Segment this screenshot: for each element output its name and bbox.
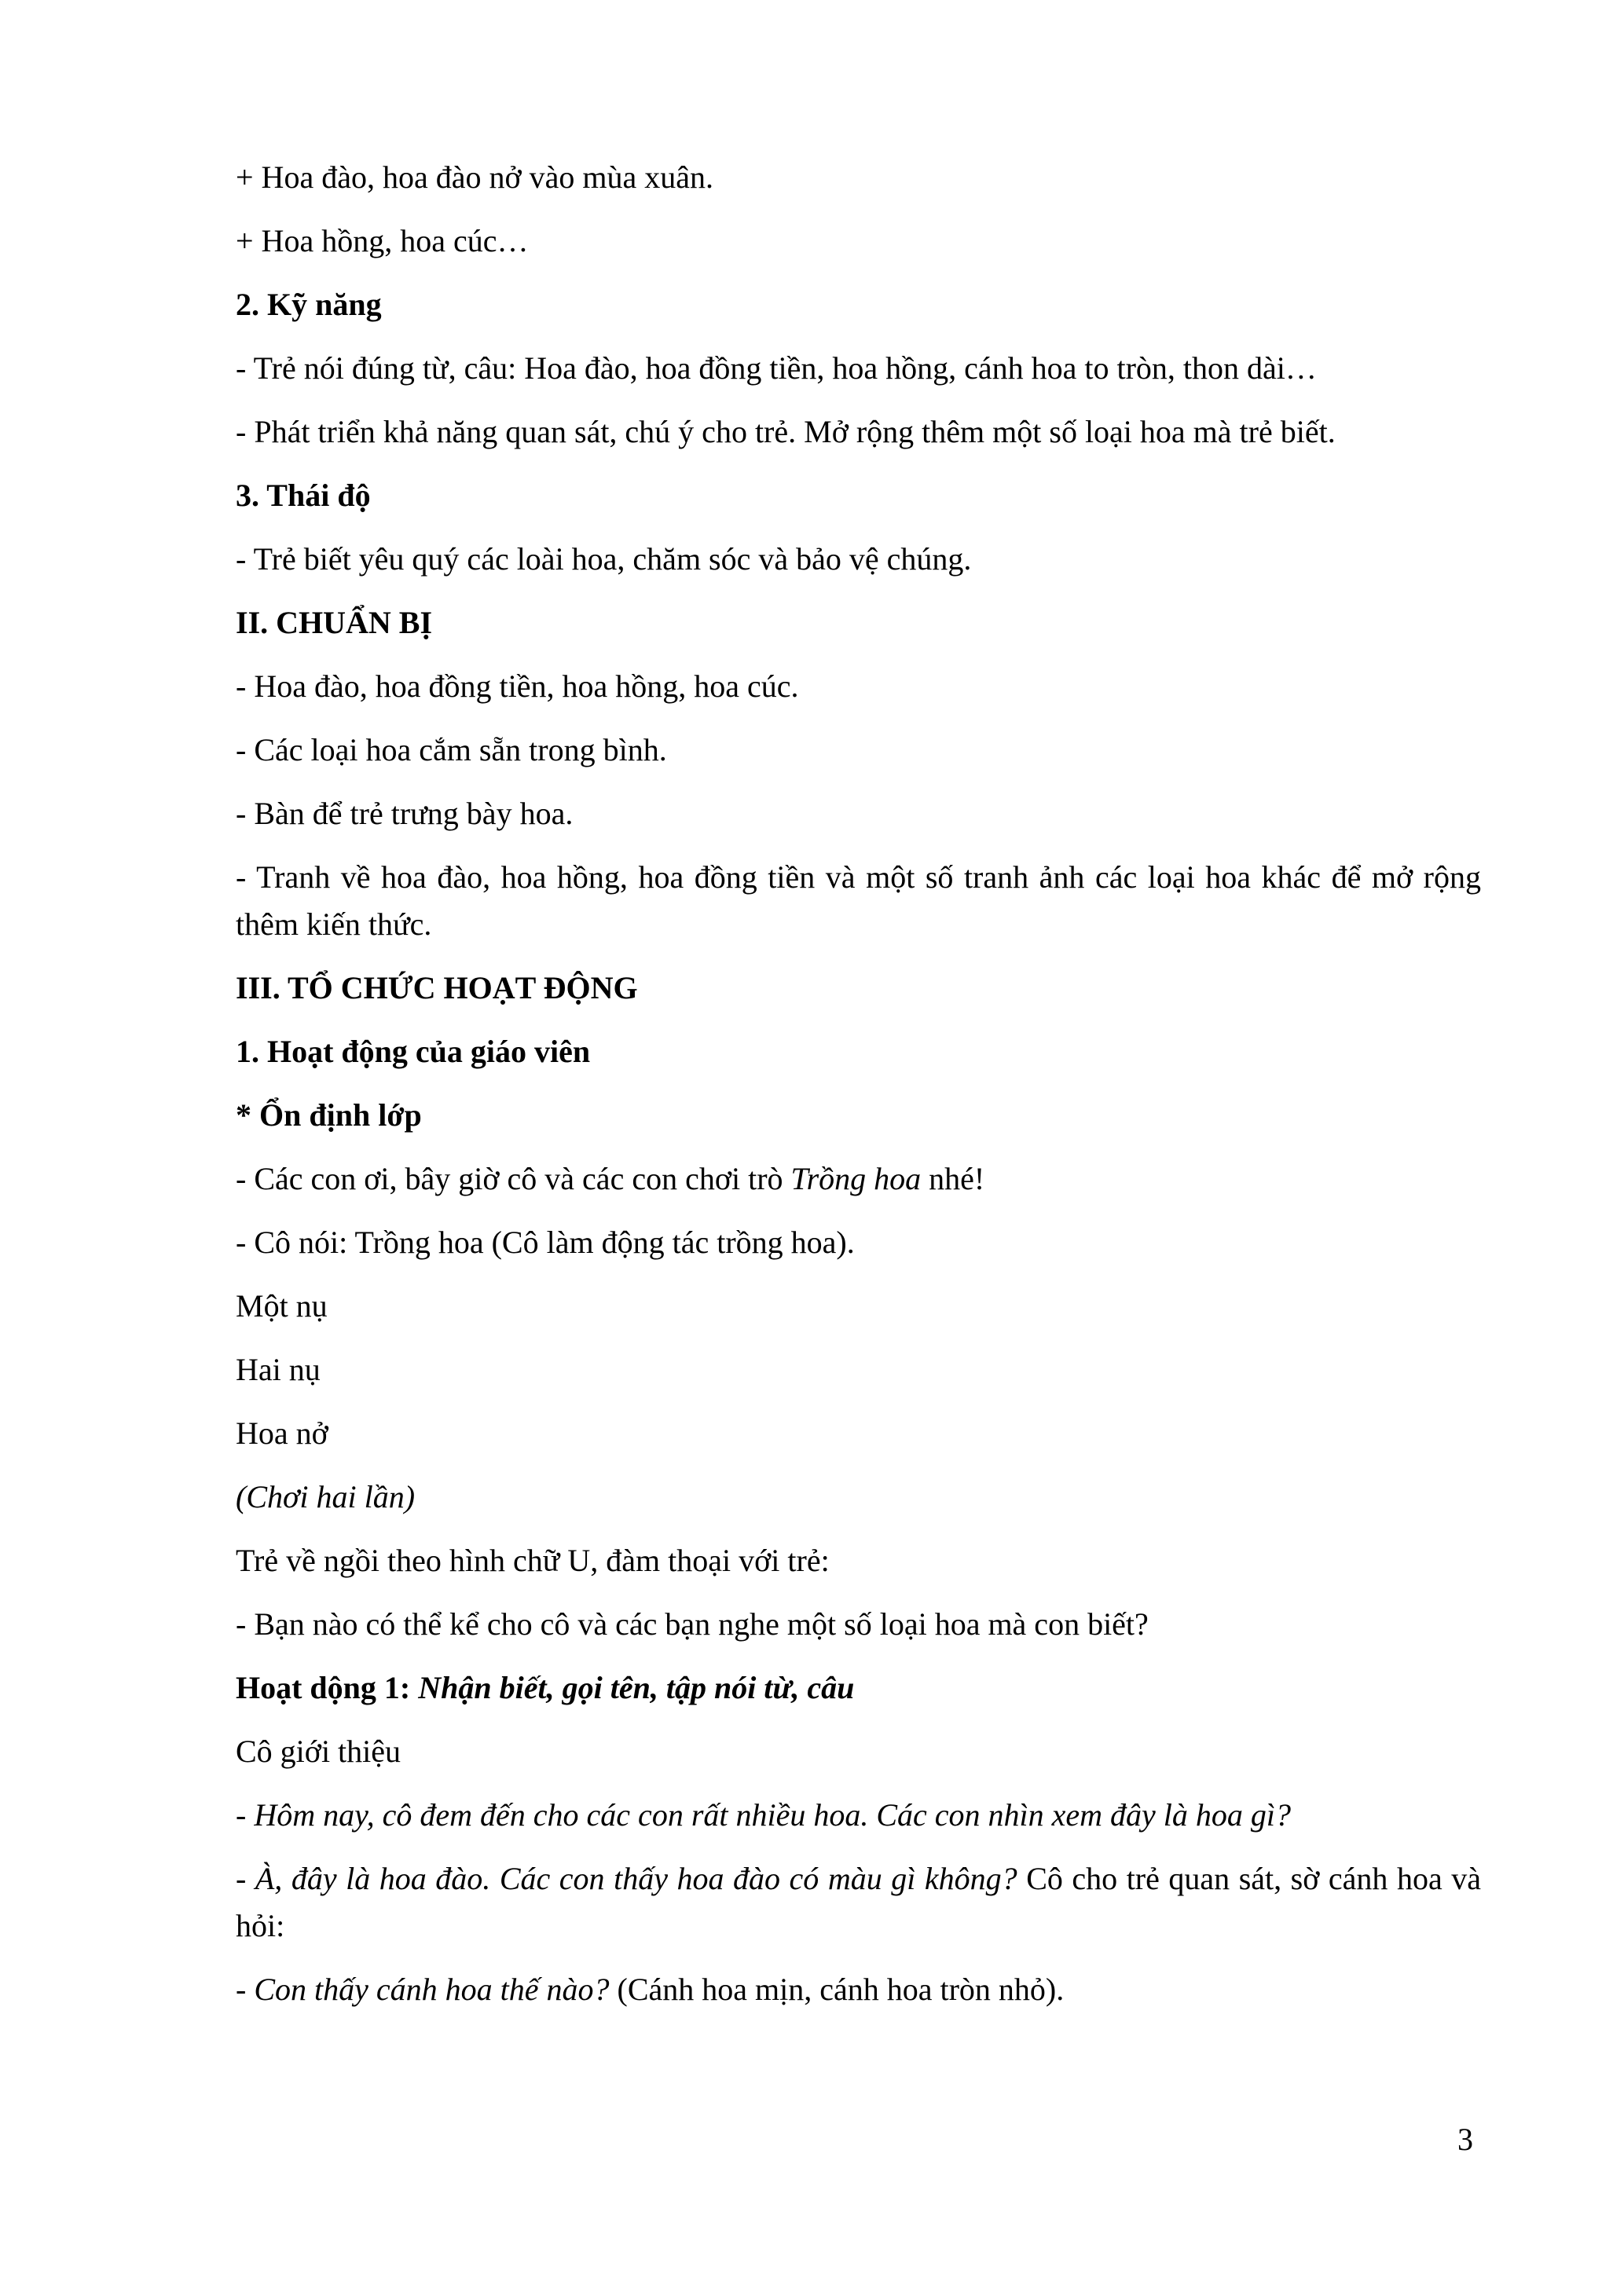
paragraph: [236, 727, 1481, 774]
paragraph: [236, 345, 1481, 392]
text-run: Hoạt dộng 1:: [236, 1670, 419, 1705]
text-run: -: [236, 1797, 255, 1833]
paragraph: [236, 218, 1481, 265]
text-run: - Bàn để trẻ trưng bày hoa.: [236, 796, 574, 831]
text-run: - Tranh về hoa đào, hoa hồng, hoa đồng tiền và một số tranh ảnh các loại hoa khác để mở rộng thêm kiến thức.: [236, 859, 1481, 942]
paragraph: [236, 1155, 1481, 1203]
text-run: - Bạn nào có thể kể cho cô và các bạn nghe một số loại hoa mà con biết?: [236, 1606, 1149, 1642]
text-run: Một nụ: [236, 1288, 328, 1324]
text-run: Con thấy cánh hoa thế nào?: [254, 1972, 610, 2007]
text-run: - Các con ơi, bây giờ cô và các con chơi trò: [236, 1161, 791, 1196]
paragraph: [236, 599, 1481, 646]
text-run: Cô giới thiệu: [236, 1734, 401, 1769]
text-run: - Hoa đào, hoa đồng tiền, hoa hồng, hoa cúc.: [236, 668, 799, 704]
text-run: Hoa nở: [236, 1415, 328, 1451]
paragraph: [236, 154, 1481, 201]
paragraph: [236, 408, 1481, 456]
text-run: Trẻ về ngồi theo hình chữ U, đàm thoại với trẻ:: [236, 1543, 830, 1578]
text-run: - Trẻ nói đúng từ, câu: Hoa đào, hoa đồng tiền, hoa hồng, cánh hoa to tròn, thon dài…: [236, 350, 1317, 386]
paragraph: [236, 1792, 1481, 1839]
paragraph: [236, 1855, 1481, 1950]
text-run: - Các loại hoa cắm sẵn trong bình.: [236, 732, 667, 767]
paragraph: [236, 1664, 1481, 1712]
paragraph: [236, 1728, 1481, 1775]
text-run: Hôm nay, cô đem đến cho các con rất nhiều hoa. Các con nhìn xem đây là hoa gì?: [254, 1797, 1292, 1833]
text-run: + Hoa đào, hoa đào nở vào mùa xuân.: [236, 159, 713, 195]
paragraph: [236, 1410, 1481, 1457]
text-run: (Chơi hai lần): [236, 1479, 416, 1514]
paragraph: [236, 1028, 1481, 1075]
page-number: 3: [1457, 2122, 1473, 2157]
text-run: Trồng hoa: [790, 1161, 922, 1196]
text-run: - Cô nói: Trồng hoa (Cô làm động tác trồng hoa).: [236, 1225, 855, 1260]
paragraph: [236, 790, 1481, 837]
text-run: nhé!: [921, 1161, 985, 1196]
text-run: Nhận biết, gọi tên, tập nói từ, câu: [418, 1670, 855, 1705]
paragraph: [236, 854, 1481, 948]
paragraph: [236, 1092, 1481, 1139]
paragraph: [236, 536, 1481, 583]
text-run: -: [236, 1861, 255, 1896]
text-run: 3. Thái độ: [236, 478, 371, 513]
document-body: [236, 154, 1481, 2030]
text-run: - Phát triển khả năng quan sát, chú ý cho trẻ. Mở rộng thêm một số loại hoa mà trẻ biết.: [236, 414, 1336, 449]
text-run: II. CHUẨN BỊ: [236, 605, 433, 640]
text-run: Cô cho trẻ quan sát, sờ cánh hoa và hỏi:: [236, 1861, 1481, 1943]
text-run: + Hoa hồng, hoa cúc…: [236, 223, 529, 258]
text-run: Hai nụ: [236, 1352, 321, 1387]
paragraph: [236, 1474, 1481, 1521]
paragraph: [236, 1346, 1481, 1393]
paragraph: [236, 1966, 1481, 2013]
paragraph: [236, 663, 1481, 710]
paragraph: [236, 472, 1481, 519]
paragraph: [236, 281, 1481, 328]
text-run: * Ổn định lớp: [236, 1097, 422, 1133]
paragraph: [236, 1601, 1481, 1648]
text-run: III. TỔ CHỨC HOẠT ĐỘNG: [236, 970, 638, 1005]
paragraph: [236, 1537, 1481, 1584]
text-run: 2. Kỹ năng: [236, 287, 382, 322]
text-run: 1. Hoạt động của giáo viên: [236, 1034, 591, 1069]
text-run: - Trẻ biết yêu quý các loài hoa, chăm sóc và bảo vệ chúng.: [236, 541, 972, 577]
text-run: À, đây là hoa đào. Các con thấy hoa đào có màu gì không?: [255, 1861, 1017, 1896]
paragraph: [236, 1219, 1481, 1266]
paragraph: [236, 1283, 1481, 1330]
text-run: (Cánh hoa mịn, cánh hoa tròn nhỏ).: [609, 1972, 1065, 2007]
text-run: -: [236, 1972, 255, 2007]
paragraph: [236, 965, 1481, 1012]
